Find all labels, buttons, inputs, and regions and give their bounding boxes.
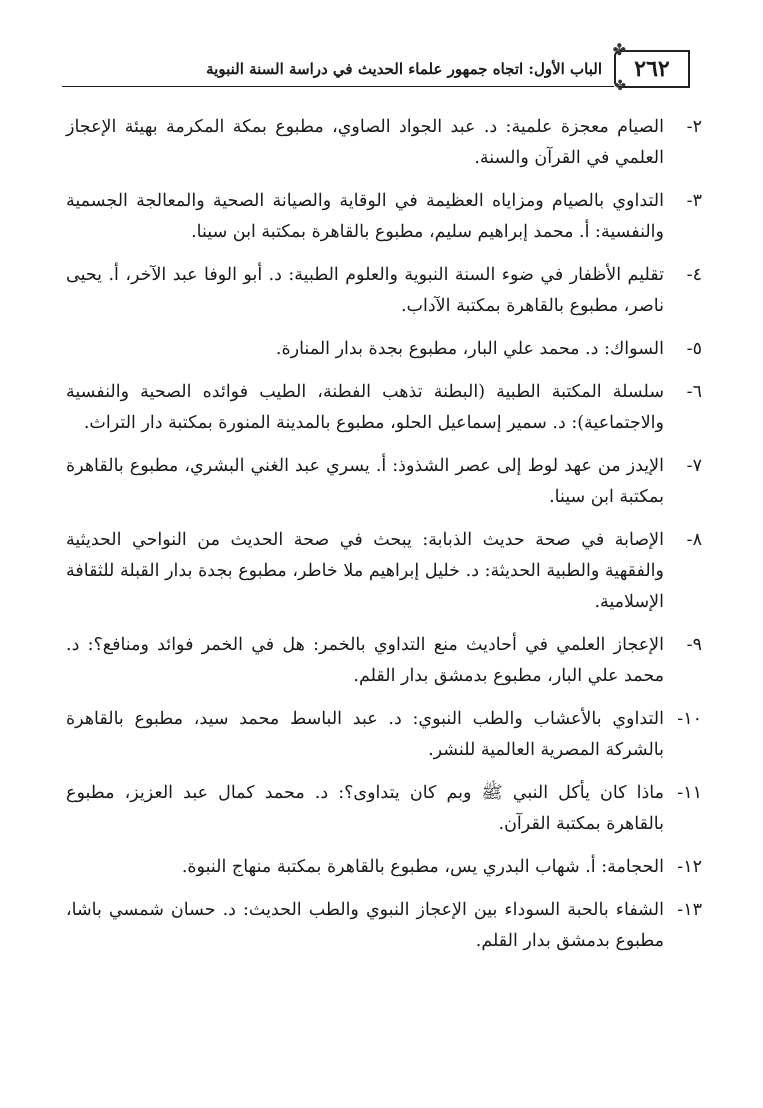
item-number: ٢-: [686, 117, 702, 137]
list-item: [66, 852, 702, 883]
item-text: الصيام معجزة علمية: د. عبد الجواد الصاوي، مطبوع بمكة المكرمة بهيئة الإعجاز العلمي في القرآن والسنة.: [66, 117, 664, 168]
list-item: [66, 895, 702, 957]
item-text: الحجامة: أ. شهاب البدري يس، مطبوع بالقاهرة بمكتبة منهاج النبوة.: [181, 857, 664, 877]
header-divider: [62, 86, 614, 87]
item-number: ٦-: [686, 382, 702, 402]
item-number: ٣-: [686, 191, 702, 211]
item-text: الإيدز من عهد لوط إلى عصر الشذوذ: أ. يسري عبد الغني البشري، مطبوع بالقاهرة بمكتبة ابن سينا.: [66, 456, 664, 507]
list-item: [66, 778, 702, 840]
list-item: [66, 704, 702, 766]
list-item: [66, 630, 702, 692]
reference-list: [66, 112, 702, 969]
list-item: [66, 112, 702, 174]
item-text: ماذا كان يأكل النبي ﷺ وبم كان يتداوى؟: د. محمد كمال عبد العزيز، مطبوع بالقاهرة بمكتبة القرآن.: [66, 783, 664, 834]
item-text: تقليم الأظفار في ضوء السنة النبوية والعلوم الطبية: د. أبو الوفا عبد الآخر، أ. يحيى ناصر، مطبوع بالقاهرة بمكتبة الآداب.: [66, 265, 664, 316]
item-number: ٥-: [686, 339, 702, 359]
ornament-icon: ✤: [612, 40, 626, 59]
item-number: ١٢-: [677, 857, 702, 877]
page-number: ٢٦٢: [614, 50, 690, 88]
page-header: [62, 40, 690, 94]
item-number: ١٣-: [677, 900, 702, 920]
item-number: ٤-: [686, 265, 702, 285]
item-text: الإصابة في صحة حديث الذبابة: يبحث في صحة الحديث من النواحي الحديثية والفقهية والطبية الحديثة: د. خليل إبراهيم ملا خاطر، مطبوع بجدة بدار القبلة للثقافة الإسلامية.: [66, 530, 664, 612]
list-item: [66, 525, 702, 618]
running-title: الباب الأول: اتجاه جمهور علماء الحديث في دراسة السنة النبوية: [206, 60, 602, 78]
item-text: التداوي بالصيام ومزاياه العظيمة في الوقاية والصيانة الصحية والمعالجة الجسمية والنفسية: أ. محمد إبراهيم سليم، مطبوع بالقاهرة بمكتبة ابن سينا.: [66, 191, 664, 242]
list-item: [66, 377, 702, 439]
item-text: الإعجاز العلمي في أحاديث منع التداوي بالخمر: هل في الخمر فوائد ومنافع؟: د. محمد علي البار، مطبوع بدمشق بدار القلم.: [66, 635, 664, 686]
item-number: ٨-: [686, 530, 702, 550]
item-number: ١١-: [677, 783, 702, 803]
list-item: [66, 334, 702, 365]
item-number: ١٠-: [677, 709, 702, 729]
list-item: [66, 186, 702, 248]
item-text: التداوي بالأعشاب والطب النبوي: د. عبد الباسط محمد سيد، مطبوع بالقاهرة بالشركة المصرية العالمية للنشر.: [66, 709, 664, 760]
item-number: ٩-: [686, 635, 702, 655]
item-number: ٧-: [686, 456, 702, 476]
ornament-icon: ✤: [614, 78, 626, 94]
list-item: [66, 260, 702, 322]
item-text: السواك: د. محمد علي البار، مطبوع بجدة بدار المنارة.: [275, 339, 664, 359]
item-text: سلسلة المكتبة الطبية (البطنة تذهب الفطنة، الطيب فوائده الصحية والنفسية والاجتماعية): د. سمير إسماعيل الحلو، مطبوع بالمدينة المنورة بمكتبة دار التراث.: [66, 382, 664, 433]
item-text: الشفاء بالحبة السوداء بين الإعجاز النبوي والطب الحديث: د. حسان شمسي باشا، مطبوع بدمشق بدار القلم.: [66, 900, 664, 951]
list-item: [66, 451, 702, 513]
